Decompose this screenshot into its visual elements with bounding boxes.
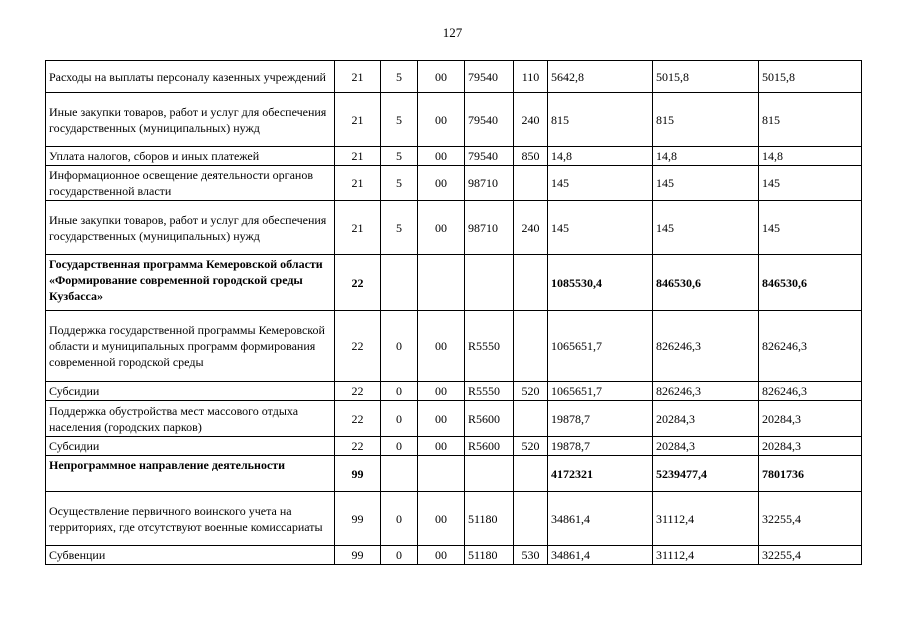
amount-year-1: 4172321 — [548, 456, 653, 492]
table-row — [46, 61, 862, 93]
row-name: Уплата налогов, сборов и иных платежей — [46, 147, 335, 166]
program-code: 21 — [335, 147, 381, 166]
program-code: 22 — [335, 401, 381, 437]
program-code: 22 — [335, 437, 381, 456]
table-row — [46, 546, 862, 565]
subprogram-code: 0 — [381, 492, 418, 546]
amount-year-3: 32255,4 — [759, 492, 862, 546]
amount-year-3: 145 — [759, 201, 862, 255]
amount-year-1: 14,8 — [548, 147, 653, 166]
row-name: Информационное освещение деятельности органов государственной власти — [46, 166, 335, 201]
expense-type-code: 240 — [514, 93, 548, 147]
amount-year-2: 815 — [653, 93, 759, 147]
amount-year-1: 34861,4 — [548, 546, 653, 565]
expense-type-code: 520 — [514, 437, 548, 456]
subprogram-code — [381, 456, 418, 492]
amount-year-3: 5015,8 — [759, 61, 862, 93]
subprogram-code: 0 — [381, 401, 418, 437]
direction-code: 51180 — [465, 546, 514, 565]
main-event-code: 00 — [418, 382, 465, 401]
main-event-code: 00 — [418, 61, 465, 93]
expense-type-code — [514, 166, 548, 201]
table-row — [46, 401, 862, 437]
program-code: 99 — [335, 456, 381, 492]
amount-year-1: 1085530,4 — [548, 255, 653, 311]
table-row — [46, 93, 862, 147]
amount-year-2: 31112,4 — [653, 492, 759, 546]
table-row — [46, 311, 862, 382]
expense-type-code — [514, 456, 548, 492]
amount-year-2: 14,8 — [653, 147, 759, 166]
main-event-code: 00 — [418, 546, 465, 565]
row-name: Субсидии — [46, 437, 335, 456]
amount-year-1: 1065651,7 — [548, 382, 653, 401]
row-name: Поддержка государственной программы Кемеровской области и муниципальных программ формирования современной городской среды — [46, 311, 335, 382]
expense-type-code: 520 — [514, 382, 548, 401]
main-event-code: 00 — [418, 201, 465, 255]
subprogram-code: 5 — [381, 147, 418, 166]
expense-type-code: 530 — [514, 546, 548, 565]
subprogram-code: 0 — [381, 382, 418, 401]
amount-year-3: 815 — [759, 93, 862, 147]
direction-code: R5550 — [465, 311, 514, 382]
direction-code — [465, 456, 514, 492]
amount-year-1: 145 — [548, 201, 653, 255]
amount-year-1: 5642,8 — [548, 61, 653, 93]
row-name: Субвенции — [46, 546, 335, 565]
expense-type-code: 850 — [514, 147, 548, 166]
subprogram-code: 0 — [381, 546, 418, 565]
subprogram-code: 0 — [381, 437, 418, 456]
table-row — [46, 456, 862, 492]
subprogram-code: 5 — [381, 61, 418, 93]
amount-year-3: 20284,3 — [759, 437, 862, 456]
page-number: 127 — [442, 25, 463, 40]
direction-code: 51180 — [465, 492, 514, 546]
main-event-code — [418, 456, 465, 492]
row-name: Государственная программа Кемеровской области «Формирование современной городской среды Кузбасса» — [46, 255, 335, 311]
row-name: Непрограммное направление деятельности — [46, 456, 335, 492]
row-name: Поддержка обустройства мест массового отдыха населения (городских парков) — [46, 401, 335, 437]
amount-year-2: 5239477,4 — [653, 456, 759, 492]
row-name: Субсидии — [46, 382, 335, 401]
table-row — [46, 201, 862, 255]
amount-year-2: 31112,4 — [653, 546, 759, 565]
row-name: Иные закупки товаров, работ и услуг для обеспечения государственных (муниципальных) нужд — [46, 201, 335, 255]
direction-code: 98710 — [465, 201, 514, 255]
direction-code: R5600 — [465, 437, 514, 456]
amount-year-3: 7801736 — [759, 456, 862, 492]
subprogram-code: 5 — [381, 166, 418, 201]
subprogram-code: 0 — [381, 311, 418, 382]
row-name: Расходы на выплаты персоналу казенных учреждений — [46, 61, 335, 93]
amount-year-1: 19878,7 — [548, 437, 653, 456]
amount-year-3: 32255,4 — [759, 546, 862, 565]
subprogram-code — [381, 255, 418, 311]
amount-year-1: 815 — [548, 93, 653, 147]
expense-type-code — [514, 255, 548, 311]
amount-year-1: 145 — [548, 166, 653, 201]
main-event-code: 00 — [418, 311, 465, 382]
program-code: 22 — [335, 311, 381, 382]
program-code: 99 — [335, 546, 381, 565]
main-event-code: 00 — [418, 93, 465, 147]
amount-year-3: 145 — [759, 166, 862, 201]
amount-year-3: 20284,3 — [759, 401, 862, 437]
table-row — [46, 437, 862, 456]
direction-code — [465, 255, 514, 311]
amount-year-1: 19878,7 — [548, 401, 653, 437]
program-code: 21 — [335, 166, 381, 201]
direction-code: 79540 — [465, 61, 514, 93]
program-code: 21 — [335, 93, 381, 147]
amount-year-2: 5015,8 — [653, 61, 759, 93]
program-code: 22 — [335, 382, 381, 401]
table-row — [46, 147, 862, 166]
table-row — [46, 255, 862, 311]
main-event-code — [418, 255, 465, 311]
amount-year-2: 826246,3 — [653, 382, 759, 401]
amount-year-3: 826246,3 — [759, 382, 862, 401]
amount-year-1: 34861,4 — [548, 492, 653, 546]
expense-type-code: 240 — [514, 201, 548, 255]
main-event-code: 00 — [418, 437, 465, 456]
table-row — [46, 492, 862, 546]
expense-type-code — [514, 401, 548, 437]
direction-code: R5550 — [465, 382, 514, 401]
main-event-code: 00 — [418, 166, 465, 201]
budget-table — [45, 60, 862, 565]
amount-year-1: 1065651,7 — [548, 311, 653, 382]
amount-year-3: 846530,6 — [759, 255, 862, 311]
main-event-code: 00 — [418, 492, 465, 546]
amount-year-2: 145 — [653, 201, 759, 255]
row-name: Иные закупки товаров, работ и услуг для обеспечения государственных (муниципальных) нужд — [46, 93, 335, 147]
expense-type-code — [514, 311, 548, 382]
direction-code: 79540 — [465, 147, 514, 166]
subprogram-code: 5 — [381, 93, 418, 147]
program-code: 22 — [335, 255, 381, 311]
table-row — [46, 382, 862, 401]
amount-year-2: 826246,3 — [653, 311, 759, 382]
row-name: Осуществление первичного воинского учета на территориях, где отсутствуют военные комиссариаты — [46, 492, 335, 546]
program-code: 21 — [335, 61, 381, 93]
amount-year-2: 145 — [653, 166, 759, 201]
expense-type-code — [514, 492, 548, 546]
amount-year-2: 846530,6 — [653, 255, 759, 311]
amount-year-2: 20284,3 — [653, 401, 759, 437]
amount-year-2: 20284,3 — [653, 437, 759, 456]
subprogram-code: 5 — [381, 201, 418, 255]
expense-type-code: 110 — [514, 61, 548, 93]
direction-code: R5600 — [465, 401, 514, 437]
main-event-code: 00 — [418, 401, 465, 437]
program-code: 21 — [335, 201, 381, 255]
amount-year-3: 826246,3 — [759, 311, 862, 382]
main-event-code: 00 — [418, 147, 465, 166]
amount-year-3: 14,8 — [759, 147, 862, 166]
table-row — [46, 166, 862, 201]
direction-code: 98710 — [465, 166, 514, 201]
direction-code: 79540 — [465, 93, 514, 147]
program-code: 99 — [335, 492, 381, 546]
